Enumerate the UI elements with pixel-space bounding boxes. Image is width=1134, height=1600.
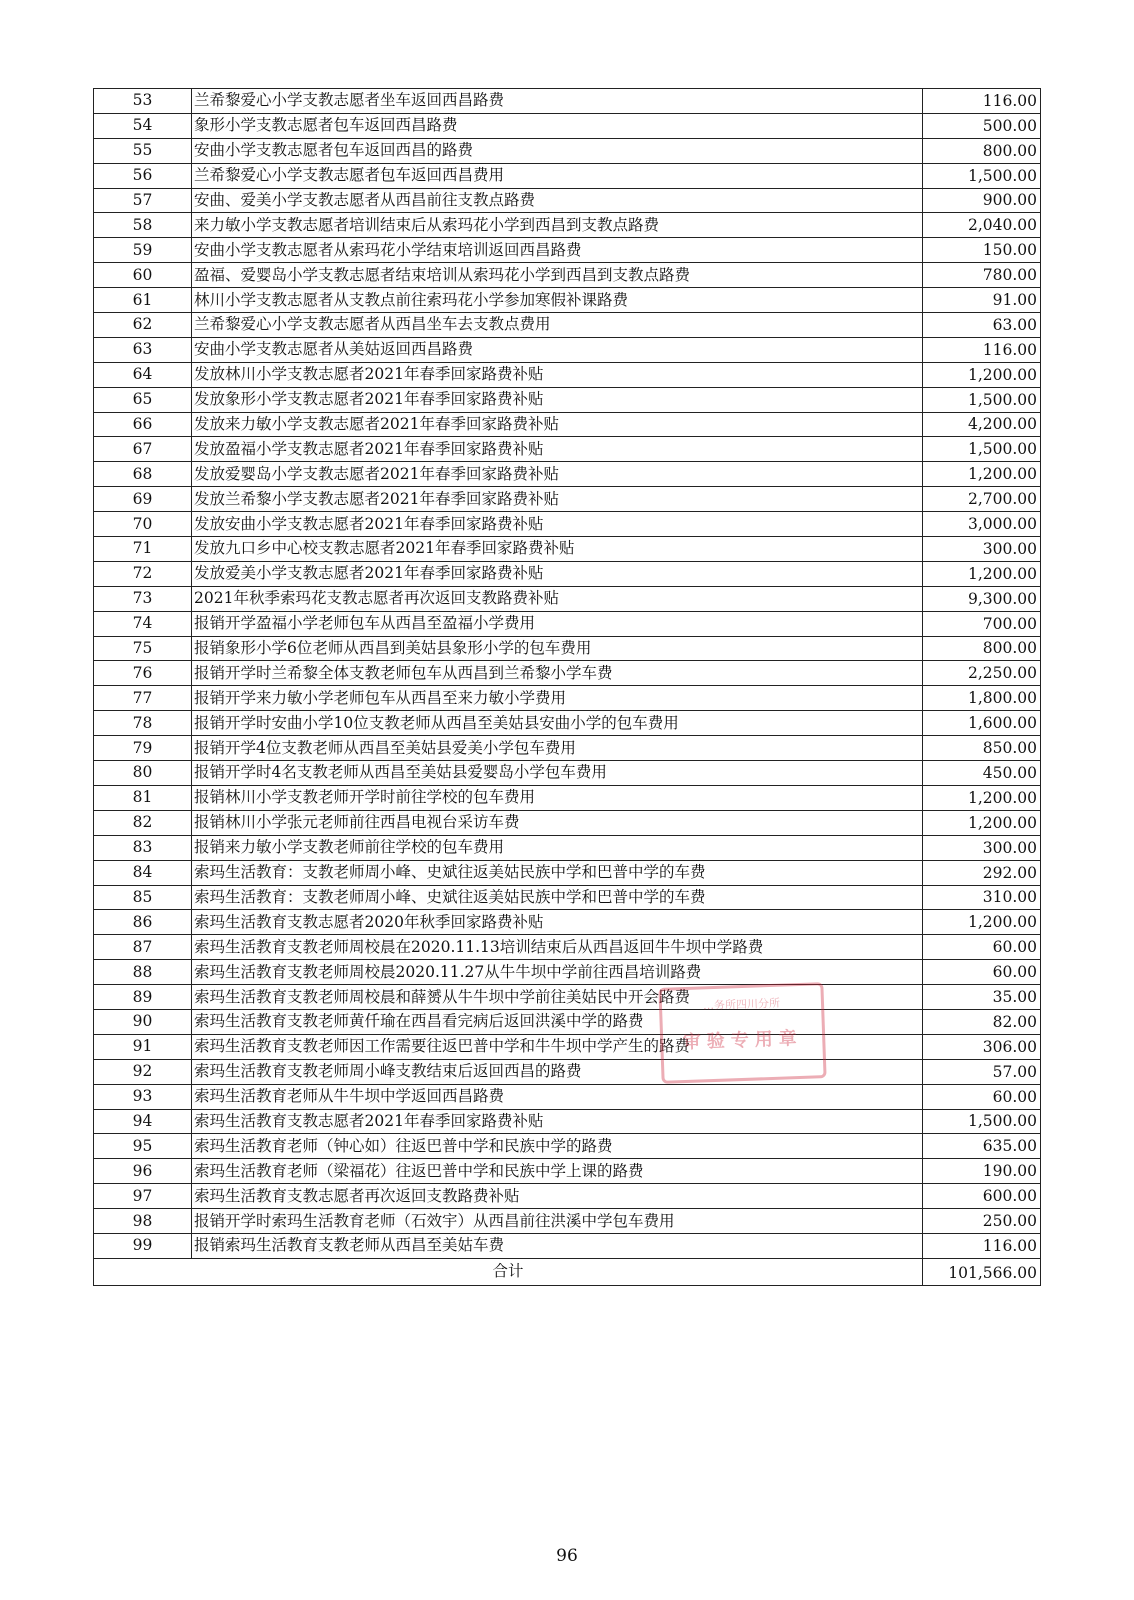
table-row [94,238,1041,263]
row-number: 70 [94,512,192,537]
row-amount: 116.00 [923,89,1041,114]
row-number: 83 [94,835,192,860]
row-description: 发放象形小学支教志愿者2021年春季回家路费补贴 [192,387,923,412]
row-number: 87 [94,935,192,960]
row-amount: 60.00 [923,1084,1041,1109]
row-amount: 780.00 [923,263,1041,288]
row-amount: 91.00 [923,288,1041,313]
row-description: 发放林川小学支教志愿者2021年春季回家路费补贴 [192,362,923,387]
row-description: 报销开学时兰希黎全体支教老师包车从西昌到兰希黎小学车费 [192,661,923,686]
row-amount: 1,200.00 [923,810,1041,835]
row-number: 91 [94,1034,192,1059]
row-number: 72 [94,561,192,586]
row-amount: 1,600.00 [923,711,1041,736]
row-description: 象形小学支教志愿者包车返回西昌路费 [192,113,923,138]
row-description: 索玛生活教育：支教老师周小峰、史斌往返美姑民族中学和巴普中学的车费 [192,885,923,910]
table-row [94,462,1041,487]
row-description: 发放九口乡中心校支教志愿者2021年春季回家路费补贴 [192,537,923,562]
row-description: 索玛生活教育老师（钟心如）往返巴普中学和民族中学的路费 [192,1134,923,1159]
table-row [94,785,1041,810]
table-row [94,487,1041,512]
table-row [94,1009,1041,1034]
row-number: 93 [94,1084,192,1109]
table-row [94,387,1041,412]
row-number: 94 [94,1109,192,1134]
row-description: 来力敏小学支教志愿者培训结束后从索玛花小学到西昌到支教点路费 [192,213,923,238]
row-amount: 300.00 [923,537,1041,562]
table-row [94,935,1041,960]
row-number: 78 [94,711,192,736]
row-description: 2021年秋季索玛花支教志愿者再次返回支教路费补贴 [192,586,923,611]
row-amount: 900.00 [923,188,1041,213]
row-amount: 1,200.00 [923,362,1041,387]
row-number: 55 [94,138,192,163]
row-amount: 82.00 [923,1009,1041,1034]
row-description: 报销开学时索玛生活教育老师（石效宇）从西昌前往洪溪中学包车费用 [192,1209,923,1234]
row-description: 发放盈福小学支教志愿者2021年春季回家路费补贴 [192,437,923,462]
table-row [94,113,1041,138]
row-amount: 2,040.00 [923,213,1041,238]
row-number: 81 [94,785,192,810]
row-number: 65 [94,387,192,412]
row-number: 59 [94,238,192,263]
table-row [94,810,1041,835]
row-amount: 1,200.00 [923,910,1041,935]
row-amount: 4,200.00 [923,412,1041,437]
row-number: 75 [94,636,192,661]
table-row [94,337,1041,362]
row-description: 报销象形小学6位老师从西昌到美姑县象形小学的包车费用 [192,636,923,661]
total-row [94,1258,1041,1285]
row-amount: 306.00 [923,1034,1041,1059]
row-description: 索玛生活教育支教老师周小峰支教结束后返回西昌的路费 [192,1059,923,1084]
table-row [94,985,1041,1010]
row-number: 88 [94,960,192,985]
table-row [94,686,1041,711]
row-description: 索玛生活教育老师从牛牛坝中学返回西昌路费 [192,1084,923,1109]
table-row [94,860,1041,885]
table-row [94,288,1041,313]
table-row [94,885,1041,910]
table-row [94,1059,1041,1084]
row-description: 索玛生活教育支教志愿者2020年秋季回家路费补贴 [192,910,923,935]
row-amount: 1,500.00 [923,437,1041,462]
row-description: 报销来力敏小学支教老师前往学校的包车费用 [192,835,923,860]
table-row [94,1109,1041,1134]
row-description: 报销林川小学支教老师开学时前往学校的包车费用 [192,785,923,810]
table-row [94,960,1041,985]
row-amount: 150.00 [923,238,1041,263]
table-row [94,163,1041,188]
row-amount: 450.00 [923,761,1041,786]
row-amount: 190.00 [923,1159,1041,1184]
row-number: 67 [94,437,192,462]
row-description: 索玛生活教育支教老师因工作需要往返巴普中学和牛牛坝中学产生的路费 [192,1034,923,1059]
row-amount: 700.00 [923,611,1041,636]
row-description: 索玛生活教育支教志愿者再次返回支教路费补贴 [192,1184,923,1209]
row-amount: 800.00 [923,138,1041,163]
table-row [94,611,1041,636]
table-row [94,1209,1041,1234]
row-amount: 2,700.00 [923,487,1041,512]
table-row [94,1184,1041,1209]
table-row [94,213,1041,238]
row-amount: 116.00 [923,337,1041,362]
table-row [94,437,1041,462]
row-number: 95 [94,1134,192,1159]
row-number: 90 [94,1009,192,1034]
expense-table [93,88,1041,1286]
row-number: 61 [94,288,192,313]
row-description: 索玛生活教育老师（梁福花）往返巴普中学和民族中学上课的路费 [192,1159,923,1184]
row-amount: 57.00 [923,1059,1041,1084]
row-number: 86 [94,910,192,935]
audit-stamp [658,982,826,1084]
table-row [94,263,1041,288]
row-number: 54 [94,113,192,138]
row-description: 报销开学时安曲小学10位支教老师从西昌至美姑县安曲小学的包车费用 [192,711,923,736]
row-description: 安曲小学支教志愿者从索玛花小学结束培训返回西昌路费 [192,238,923,263]
row-amount: 1,500.00 [923,163,1041,188]
row-amount: 800.00 [923,636,1041,661]
row-amount: 1,200.00 [923,561,1041,586]
row-amount: 63.00 [923,313,1041,338]
row-number: 56 [94,163,192,188]
row-amount: 1,500.00 [923,1109,1041,1134]
row-number: 77 [94,686,192,711]
row-description: 安曲、爱美小学支教志愿者从西昌前往支教点路费 [192,188,923,213]
row-description: 发放安曲小学支教志愿者2021年春季回家路费补贴 [192,512,923,537]
table-row [94,711,1041,736]
table-row [94,636,1041,661]
table-row [94,362,1041,387]
row-amount: 600.00 [923,1184,1041,1209]
table-row [94,1034,1041,1059]
table-row [94,313,1041,338]
row-description: 报销林川小学张元老师前往西昌电视台采访车费 [192,810,923,835]
table-row [94,89,1041,114]
row-number: 82 [94,810,192,835]
table-row [94,412,1041,437]
row-number: 63 [94,337,192,362]
row-amount: 9,300.00 [923,586,1041,611]
row-number: 64 [94,362,192,387]
row-amount: 310.00 [923,885,1041,910]
row-description: 盈福、爱婴岛小学支教志愿者结束培训从索玛花小学到西昌到支教点路费 [192,263,923,288]
row-amount: 3,000.00 [923,512,1041,537]
row-description: 索玛生活教育：支教老师周小峰、史斌往返美姑民族中学和巴普中学的车费 [192,860,923,885]
row-number: 60 [94,263,192,288]
row-number: 96 [94,1159,192,1184]
row-description: 兰希黎爱心小学支教志愿者包车返回西昌费用 [192,163,923,188]
row-amount: 2,250.00 [923,661,1041,686]
row-description: 索玛生活教育支教老师周校晨2020.11.27从牛牛坝中学前往西昌培训路费 [192,960,923,985]
row-amount: 1,500.00 [923,387,1041,412]
row-description: 索玛生活教育支教老师黄仟瑜在西昌看完病后返回洪溪中学的路费 [192,1009,923,1034]
row-description: 发放兰希黎小学支教志愿者2021年春季回家路费补贴 [192,487,923,512]
row-description: 索玛生活教育支教志愿者2021年春季回家路费补贴 [192,1109,923,1134]
row-description: 发放爱婴岛小学支教志愿者2021年春季回家路费补贴 [192,462,923,487]
row-amount: 300.00 [923,835,1041,860]
row-description: 安曲小学支教志愿者从美姑返回西昌路费 [192,337,923,362]
row-amount: 635.00 [923,1134,1041,1159]
row-number: 71 [94,537,192,562]
table-row [94,910,1041,935]
table-row [94,138,1041,163]
table-row [94,561,1041,586]
total-label: 合计 [94,1258,923,1285]
table-row [94,512,1041,537]
row-amount: 500.00 [923,113,1041,138]
row-description: 索玛生活教育支教老师周校晨和薛赟从牛牛坝中学前往美姑民中开会路费 [192,985,923,1010]
table-row [94,835,1041,860]
row-number: 73 [94,586,192,611]
table-row [94,188,1041,213]
row-number: 53 [94,89,192,114]
row-number: 66 [94,412,192,437]
stamp-bottom-text: 审验专用章 [682,1027,804,1054]
row-description: 安曲小学支教志愿者包车返回西昌的路费 [192,138,923,163]
row-description: 发放来力敏小学支教志愿者2021年春季回家路费补贴 [192,412,923,437]
row-amount: 116.00 [923,1233,1041,1258]
row-number: 76 [94,661,192,686]
row-amount: 1,800.00 [923,686,1041,711]
row-number: 99 [94,1233,192,1258]
row-number: 58 [94,213,192,238]
row-amount: 35.00 [923,985,1041,1010]
table-row [94,586,1041,611]
row-number: 57 [94,188,192,213]
row-description: 索玛生活教育支教老师周校晨在2020.11.13培训结束后从西昌返回牛牛坝中学路费 [192,935,923,960]
row-number: 62 [94,313,192,338]
row-number: 80 [94,761,192,786]
row-number: 84 [94,860,192,885]
table-row [94,736,1041,761]
row-description: 报销开学盈福小学老师包车从西昌至盈福小学费用 [192,611,923,636]
row-amount: 60.00 [923,935,1041,960]
row-number: 85 [94,885,192,910]
row-description: 报销开学时4名支教老师从西昌至美姑县爱婴岛小学包车费用 [192,761,923,786]
page-number: 96 [556,1546,578,1566]
row-description: 兰希黎爱心小学支教志愿者从西昌坐车去支教点费用 [192,313,923,338]
row-description: 发放爱美小学支教志愿者2021年春季回家路费补贴 [192,561,923,586]
row-amount: 292.00 [923,860,1041,885]
row-amount: 1,200.00 [923,462,1041,487]
table-row [94,1134,1041,1159]
row-description: 报销索玛生活教育支教老师从西昌至美姑车费 [192,1233,923,1258]
row-description: 报销开学4位支教老师从西昌至美姑县爱美小学包车费用 [192,736,923,761]
row-description: 林川小学支教志愿者从支教点前往索玛花小学参加寒假补课路费 [192,288,923,313]
row-number: 98 [94,1209,192,1234]
row-number: 89 [94,985,192,1010]
row-number: 68 [94,462,192,487]
row-number: 79 [94,736,192,761]
row-amount: 1,200.00 [923,785,1041,810]
stamp-top-text: …务所四川分所 [702,996,781,1013]
table-row [94,537,1041,562]
table-row [94,1084,1041,1109]
table-row [94,1159,1041,1184]
total-amount: 101,566.00 [923,1258,1041,1285]
table-row [94,1233,1041,1258]
row-description: 兰希黎爱心小学支教志愿者坐车返回西昌路费 [192,89,923,114]
row-amount: 60.00 [923,960,1041,985]
table-row [94,761,1041,786]
row-description: 报销开学来力敏小学老师包车从西昌至来力敏小学费用 [192,686,923,711]
row-amount: 250.00 [923,1209,1041,1234]
row-number: 97 [94,1184,192,1209]
table-row [94,661,1041,686]
expense-table-body [94,89,1041,1259]
row-number: 92 [94,1059,192,1084]
row-number: 69 [94,487,192,512]
row-number: 74 [94,611,192,636]
row-amount: 850.00 [923,736,1041,761]
